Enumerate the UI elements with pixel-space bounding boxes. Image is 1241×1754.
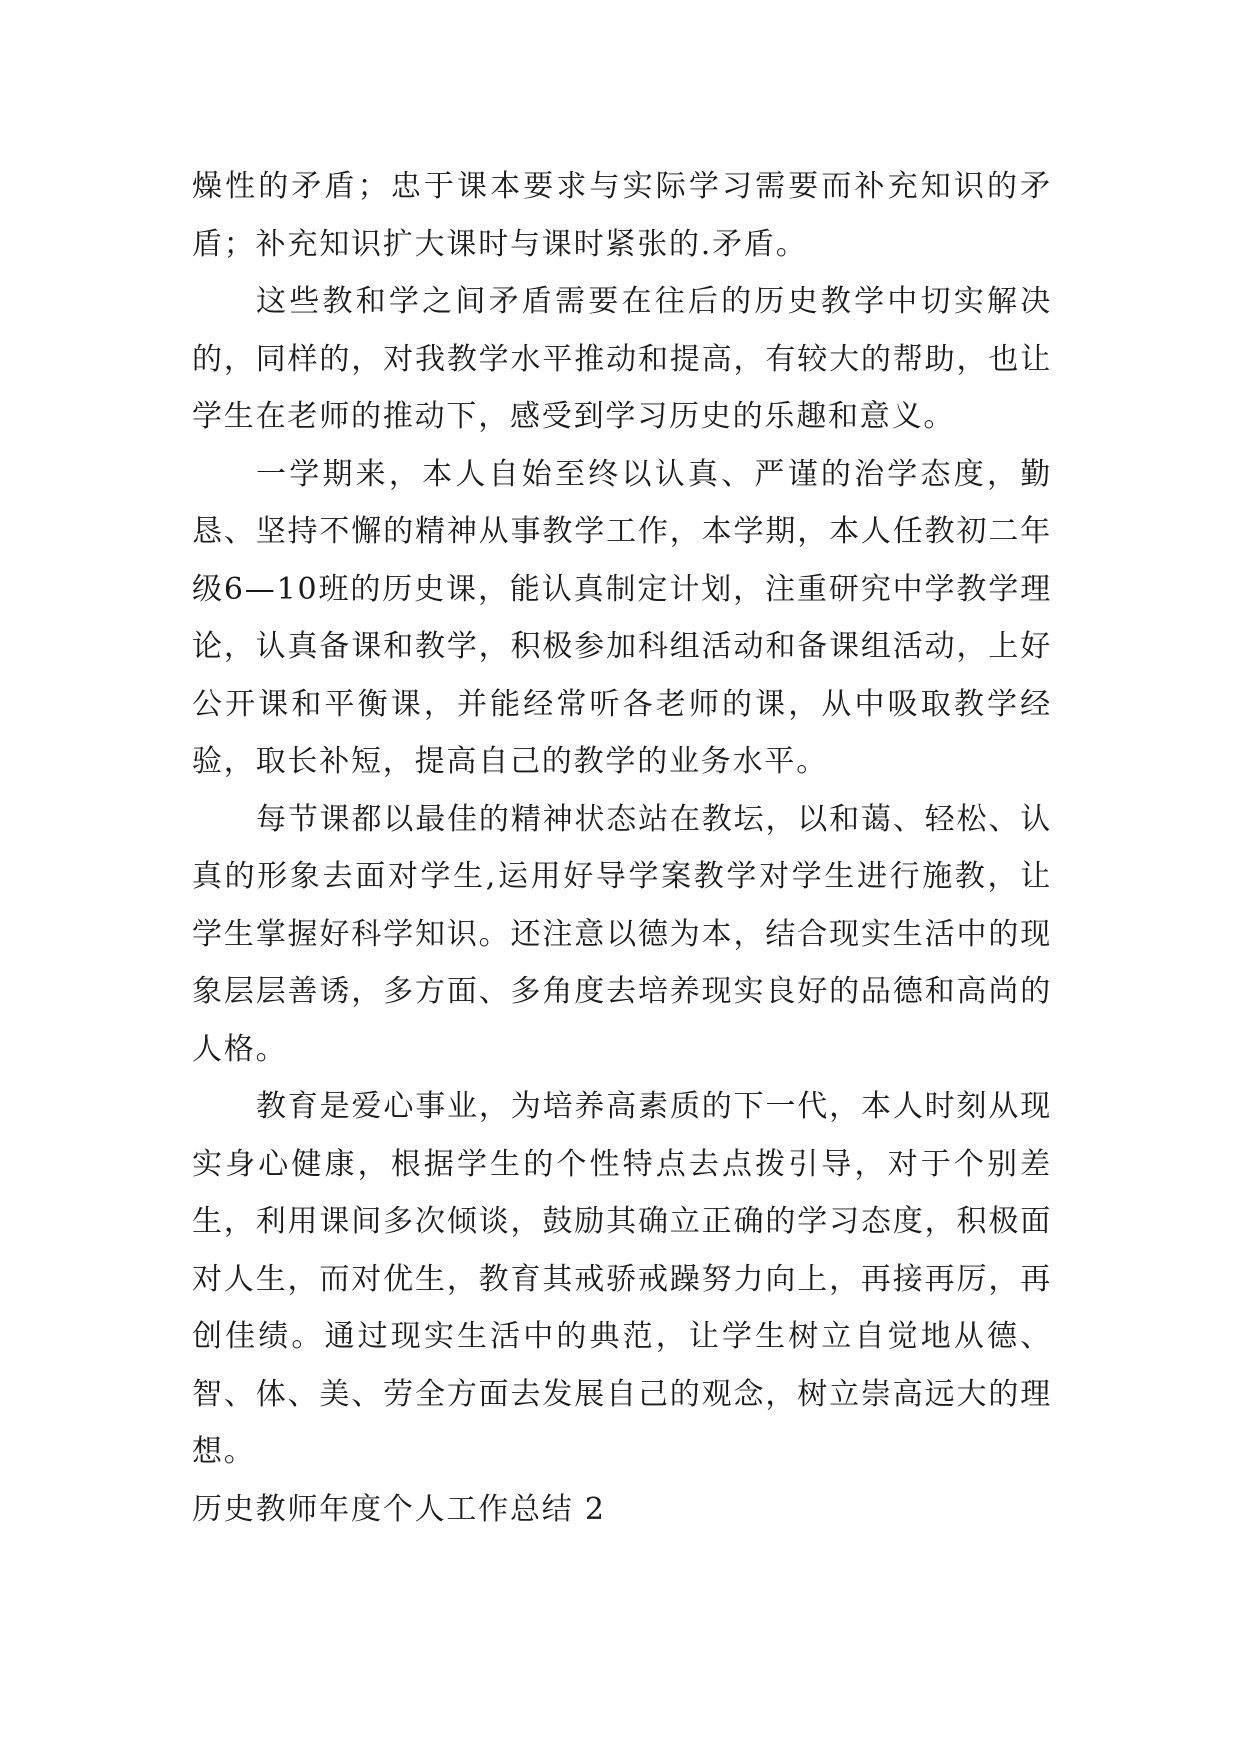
paragraph: 一学期来，本人自始至终以认真、严谨的治学态度，勤恳、坚持不懈的精神从事教学工作，本学期，本人任教初二年级6—10班的历史课，能认真制定计划，注重研究中学教学理论，认真备课和教学，积极参加科组活动和备课组活动，上好公开课和平衡课，并能经常听各老师的课，从中吸取教学经验，取长补短，提高自己的教学的业务水平。: [192, 456, 1052, 779]
paragraph: 每节课都以最佳的精神状态站在教坛，以和蔼、轻松、认真的形象去面对学生,运用好导学案教学对学生进行施教，让学生掌握好科学知识。还注意以德为本，结合现实生活中的现象层层善诱，多方面、多角度去培养现实良好的品德和高尚的人格。: [192, 801, 1052, 1067]
paragraph: 这些教和学之间矛盾需要在往后的历史教学中切实解决的，同样的，对我教学水平推动和提高，有较大的帮助，也让学生在老师的推动下，感受到学习历史的乐趣和意义。: [192, 284, 1052, 434]
section-heading: 历史教师年度个人工作总结 2: [192, 1491, 606, 1527]
paragraph: 燥性的矛盾；忠于课本要求与实际学习需要而补充知识的矛盾；补充知识扩大课时与课时紧张的.矛盾。: [192, 169, 1052, 262]
document-body: [192, 158, 1052, 1538]
paragraph: 教育是爱心事业，为培养高素质的下一代，本人时刻从现实身心健康，根据学生的个性特点去点拨引导，对于个别差生，利用课间多次倾谈，鼓励其确立正确的学习态度，积极面对人生，而对优生，教育其戒骄戒躁努力向上，再接再厉，再创佳绩。通过现实生活中的典范，让学生树立自觉地从德、智、体、美、劳全方面去发展自己的观念，树立崇高远大的理想。: [192, 1089, 1052, 1469]
